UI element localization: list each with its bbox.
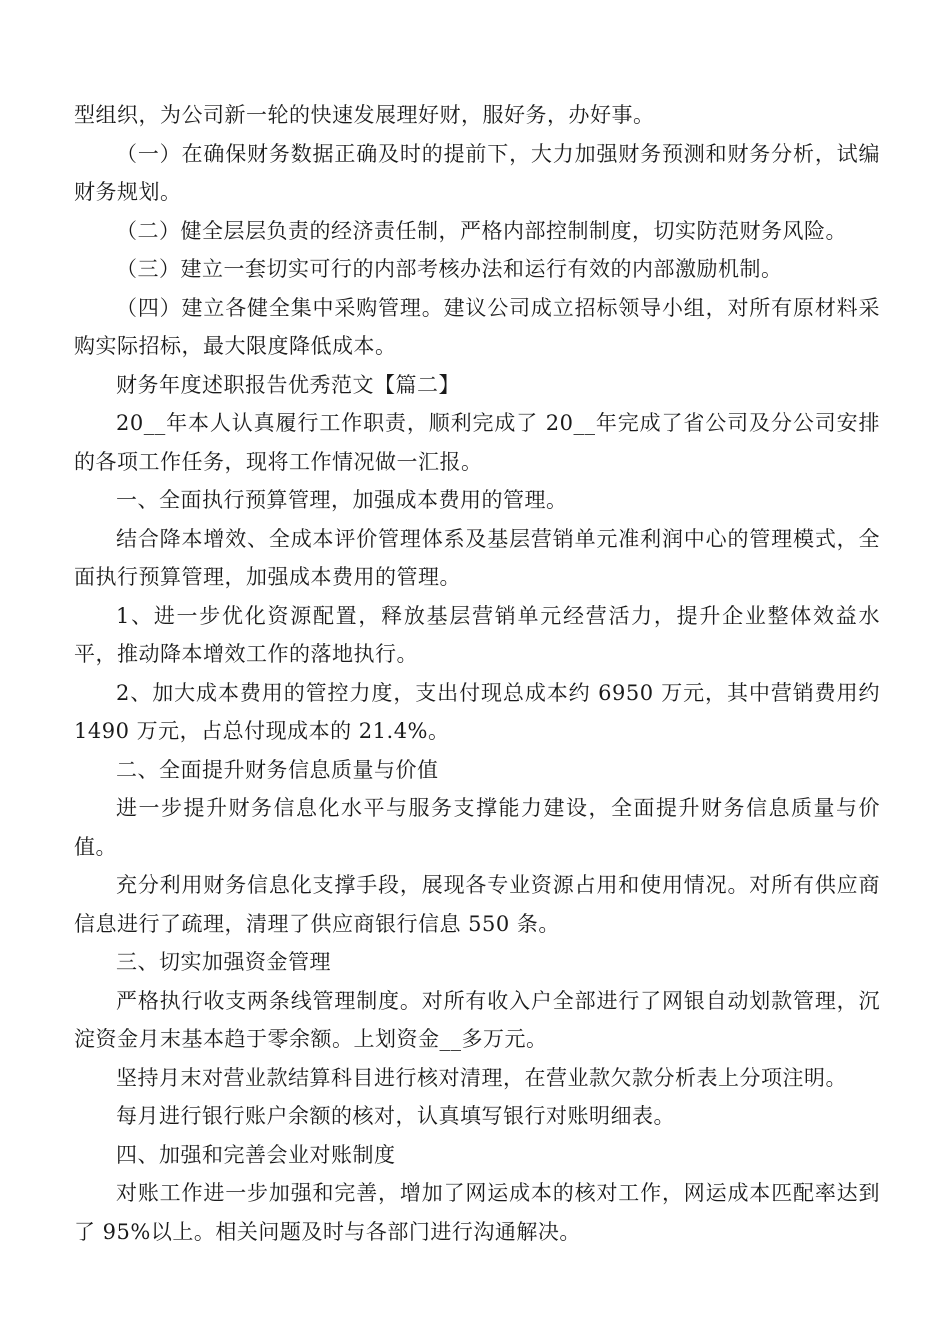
paragraph-body: 严格执行收支两条线管理制度。对所有收入户全部进行了网银自动划款管理，沉淀资金月末基本趋于零余额。上划资金__多万元。 [74,988,880,1051]
heading-2: 二、全面提升财务信息质量与价值 [116,757,439,782]
heading-3: 三、切实加强资金管理 [116,950,331,974]
list-item-2: 2、加大成本费用的管控力度，支出付现总成本约 6950 万元，其中营销费用约 1490 万元，占总付现成本的 21.4%。 [74,680,880,743]
paragraph-body: 坚持月末对营业款结算科目进行核对清理，在营业款欠款分析表上分项注明。 [116,1065,847,1090]
paragraph-item-3: （三）建立一套切实可行的内部考核办法和运行有效的内部激励机制。 [116,257,783,281]
paragraph-body: 对账工作进一步加强和完善，增加了网运成本的核对工作，网运成本匹配率达到了 95%以上。相关问题及时与各部门进行沟通解决。 [74,1181,880,1244]
paragraph-item-2: （二）健全层层负责的经济责任制，严格内部控制制度，切实防范财务风险。 [116,218,847,243]
document-body [74,96,880,1251]
paragraph-continuation: 型组织，为公司新一轮的快速发展理好财，服好务，办好事。 [74,103,655,127]
paragraph-intro: 20__年本人认真履行工作职责，顺利完成了 20__年完成了省公司及分公司安排的各项工作任务，现将工作情况做一汇报。 [74,411,880,474]
section-title: 财务年度述职报告优秀范文【篇二】 [116,372,460,397]
paragraph-item-1: （一）在确保财务数据正确及时的提前下，大力加强财务预测和财务分析，试编财务规划。 [74,141,880,204]
paragraph-item-4: （四）建立各健全集中采购管理。建议公司成立招标领导小组，对所有原材料采购实际招标，最大限度降低成本。 [74,295,880,358]
list-item-1: 1、进一步优化资源配置，释放基层营销单元经营活力，提升企业整体效益水平，推动降本增效工作的落地执行。 [74,603,880,666]
paragraph-body: 每月进行银行账户余额的核对，认真填写银行对账明细表。 [116,1104,675,1128]
paragraph-body: 充分利用财务信息化支撑手段，展现各专业资源占用和使用情况。对所有供应商信息进行了疏理，清理了供应商银行信息 550 条。 [74,873,880,936]
heading-4: 四、加强和完善会业对账制度 [116,1142,396,1167]
heading-1: 一、全面执行预算管理，加强成本费用的管理。 [116,488,568,512]
paragraph-body: 结合降本增效、全成本评价管理体系及基层营销单元准利润中心的管理模式，全面执行预算管理，加强成本费用的管理。 [74,526,880,589]
paragraph-body: 进一步提升财务信息化水平与服务支撑能力建设，全面提升财务信息质量与价值。 [74,796,880,859]
